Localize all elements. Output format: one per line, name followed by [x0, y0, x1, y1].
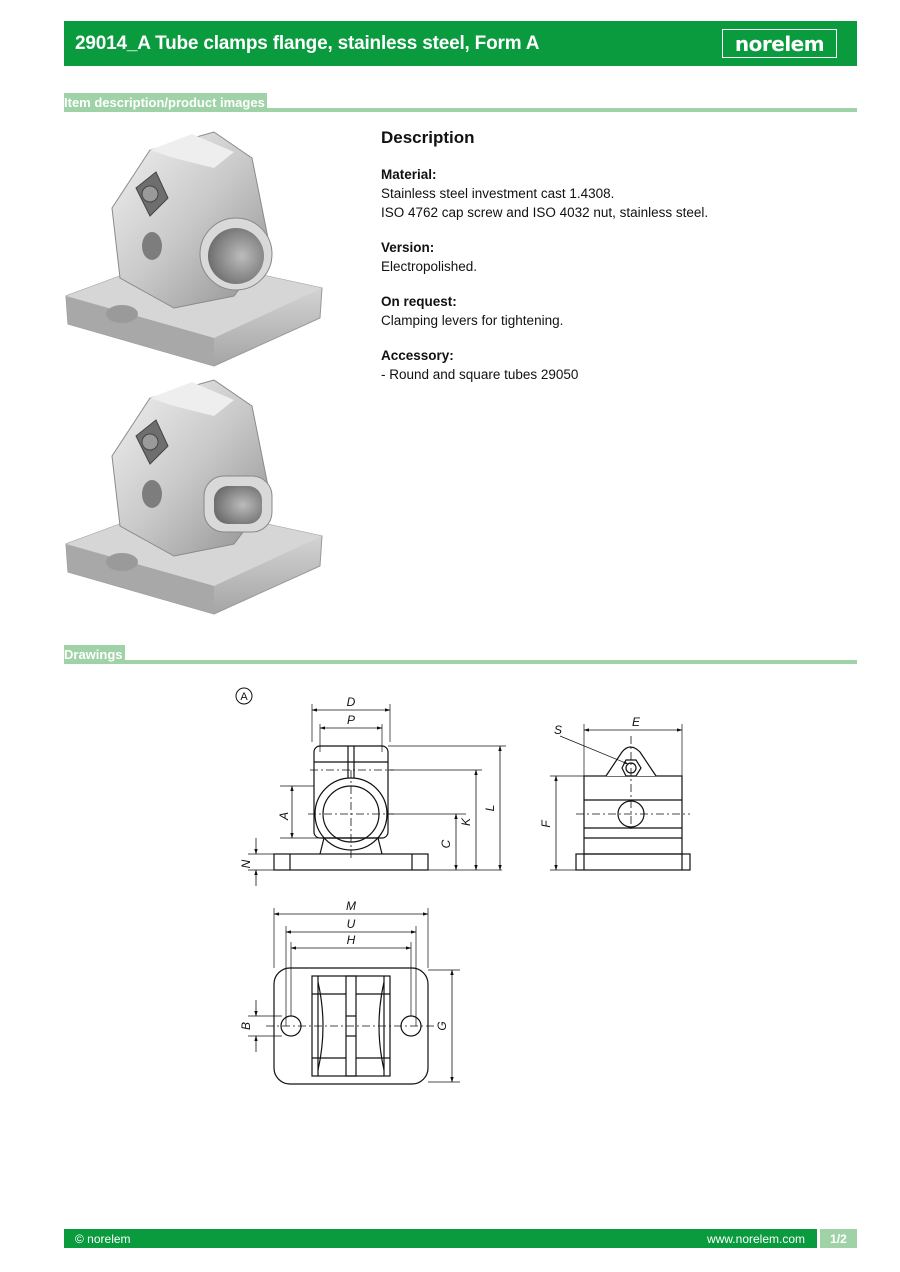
page-number: 1/2	[817, 1229, 857, 1248]
footer-url[interactable]: www.norelem.com	[706, 1231, 805, 1246]
material-line-1: Stainless steel investment cast 1.4308.	[381, 186, 615, 201]
dim-C: C	[439, 839, 453, 849]
dim-F: F	[539, 820, 553, 828]
description-panel	[381, 128, 851, 400]
accessory-line-1: - Round and square tubes 29050	[381, 367, 579, 382]
accessory-label: Accessory:	[381, 348, 454, 363]
dim-H: H	[346, 933, 356, 947]
dim-K: K	[459, 817, 473, 827]
section-images-bar	[64, 92, 857, 112]
page-title: 29014_A Tube clamps flange, stainless steel, Form A	[75, 32, 540, 54]
material-block	[381, 165, 851, 222]
dim-U: U	[346, 917, 356, 931]
dim-P: P	[346, 713, 356, 727]
product-image-2	[64, 376, 326, 620]
on-request-label: On request:	[381, 294, 457, 309]
section-images-label: Item description/product images	[64, 95, 265, 110]
product-image-1	[64, 128, 326, 370]
section-drawings-bar	[64, 644, 857, 664]
material-label: Material:	[381, 167, 437, 182]
description-heading: Description	[381, 128, 475, 147]
dim-G: G	[435, 1021, 449, 1031]
technical-drawing	[230, 682, 710, 1092]
dim-L: L	[483, 804, 497, 812]
on-request-block	[381, 292, 851, 330]
form-marker: A	[240, 691, 248, 703]
footer-copyright: © norelem	[75, 1231, 131, 1246]
accessory-block	[381, 346, 851, 384]
side-view	[539, 715, 690, 870]
dim-E: E	[631, 715, 641, 729]
version-line-1: Electropolished.	[381, 259, 478, 274]
dim-N: N	[239, 859, 253, 869]
version-label: Version:	[381, 240, 435, 255]
version-block	[381, 238, 851, 276]
material-line-2: ISO 4762 cap screw and ISO 4032 nut, stainless steel.	[381, 205, 709, 220]
page-footer	[64, 1229, 857, 1248]
dim-M: M	[346, 899, 356, 913]
dim-S: S	[553, 723, 563, 737]
dim-B: B	[239, 1021, 253, 1031]
on-request-line-1: Clamping levers for tightening.	[381, 313, 564, 328]
dim-A: A	[277, 811, 291, 821]
norelem-logo: norelem	[722, 29, 837, 58]
page-header	[64, 21, 857, 66]
dim-D: D	[346, 695, 356, 709]
front-view	[239, 695, 506, 886]
top-view	[239, 899, 460, 1084]
section-drawings-label: Drawings	[64, 647, 123, 662]
